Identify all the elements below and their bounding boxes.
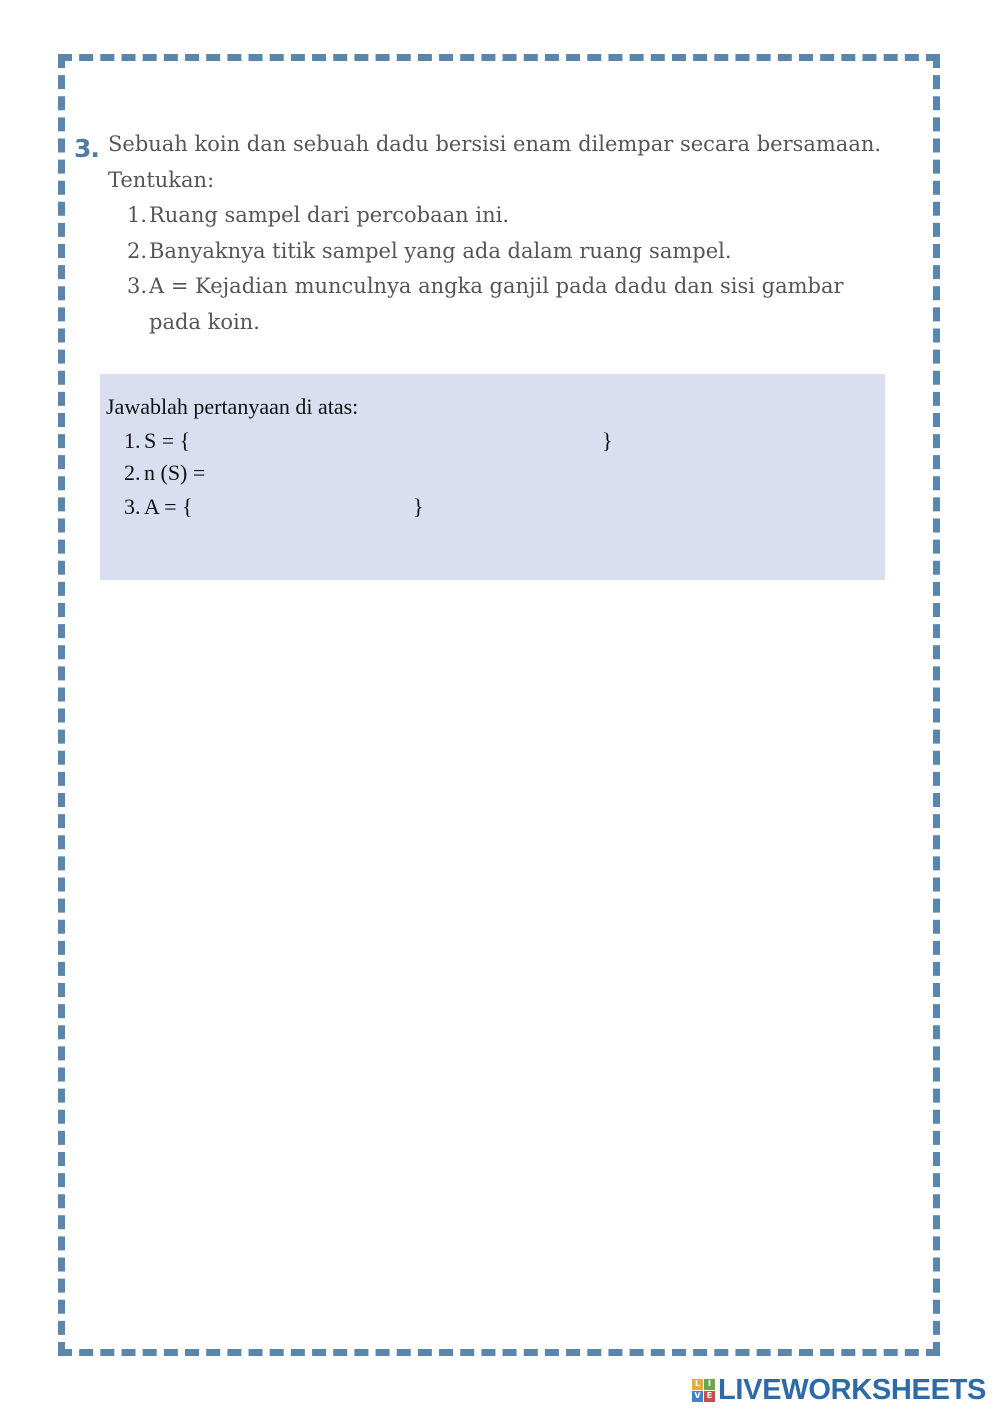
answer-line-event-a <box>124 494 193 520</box>
answer-line-label: S = { <box>144 428 191 453</box>
logo-letter: L <box>692 1379 703 1390</box>
answer-line-number: 2. <box>124 460 141 485</box>
list-item-text: Ruang sampel dari percobaan ini. <box>149 203 509 227</box>
answer-line-sample-count <box>124 460 205 486</box>
list-item <box>108 234 898 270</box>
list-item <box>108 198 898 234</box>
question-list <box>108 198 898 340</box>
liveworksheets-logo <box>692 1374 986 1406</box>
question-number: 3. <box>74 134 99 163</box>
answer-line-close-brace: } <box>602 428 613 453</box>
logo-icon <box>692 1379 715 1402</box>
answer-line-number: 1. <box>124 428 141 453</box>
logo-letter: E <box>704 1391 715 1402</box>
answer-line-sample-space <box>124 428 190 454</box>
answer-line-label: n (S) = <box>144 460 206 485</box>
list-item-number: 3. <box>127 274 148 298</box>
answer-line-number: 3. <box>124 494 141 519</box>
logo-letter: I <box>704 1379 715 1390</box>
logo-letter: V <box>692 1391 703 1402</box>
list-item <box>108 269 898 340</box>
question-instruction: Tentukan: <box>108 167 215 192</box>
list-item-number: 2. <box>127 238 148 263</box>
logo-text: LIVEWORKSHEETS <box>718 1373 987 1406</box>
question-intro: Sebuah koin dan sebuah dadu bersisi enam dilempar secara bersamaan. <box>108 132 882 156</box>
list-item-text: Banyaknya titik sampel yang ada dalam ruang sampel. <box>149 238 732 263</box>
list-item-number: 1. <box>127 203 148 227</box>
answer-heading: Jawablah pertanyaan di atas: <box>106 394 359 419</box>
list-item-text: A = Kejadian munculnya angka ganjil pada dadu dan sisi gambar pada koin. <box>149 274 844 334</box>
answer-line-close-brace: } <box>413 494 424 519</box>
answer-box <box>100 374 885 580</box>
question-text <box>108 127 898 340</box>
answer-line-label: A = { <box>144 494 193 519</box>
